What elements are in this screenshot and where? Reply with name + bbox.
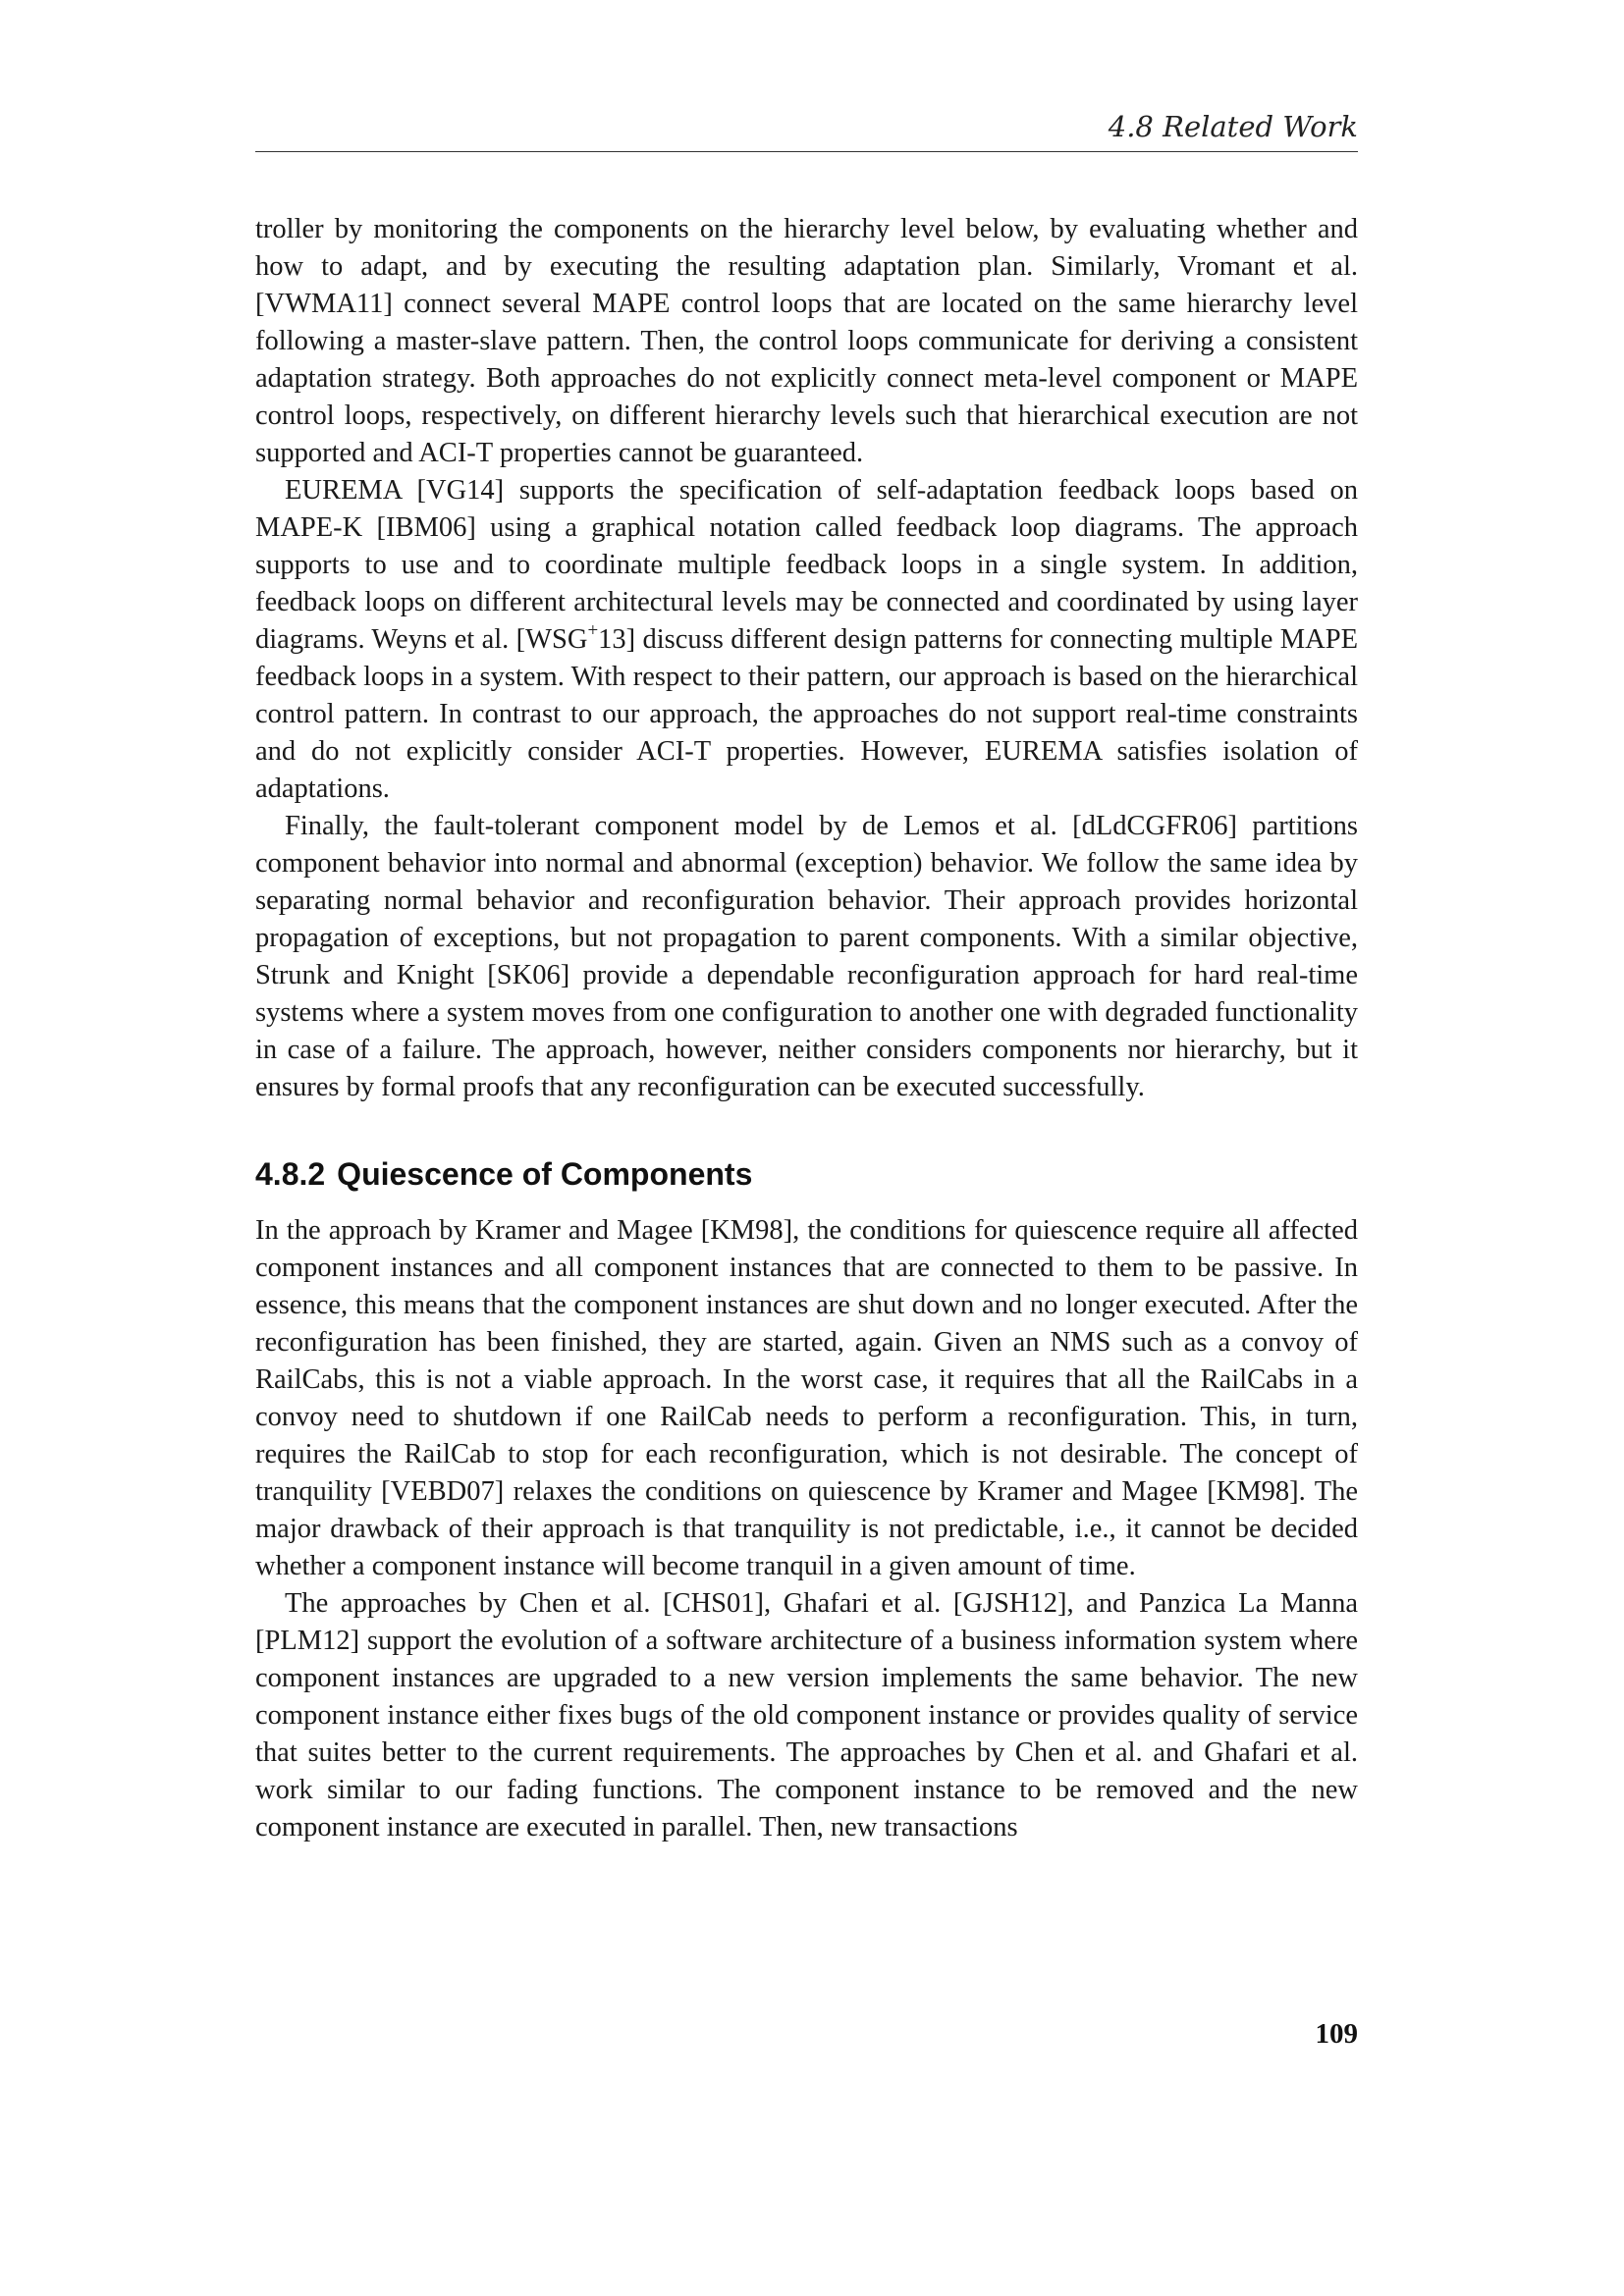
paragraph-kramer-magee: In the approach by Kramer and Magee [KM98], the conditions for quiescence require all affected component instances and all component instances that are connected to them to be passive. In essence, this means that the component instances are shut down and no longer executed. After the reconfiguration has been finished, they are started, again. Given an NMS such as a convoy of RailCabs, this is not a viable approach. In the worst case, it requires that all the RailCabs in a convoy need to shutdown if one RailCab needs to perform a reconfiguration. This, in turn, requires the RailCab to stop for each reconfiguration, which is not desirable. The concept of tranquility [VEBD07] relaxes the conditions on quiescence by Kramer and Magee [KM98]. The major drawback of their approach is that tranquility is not predictable, i.e., it cannot be decided whether a component instance will become tranquil in a given amount of time. <box>255 1215 1358 1581</box>
page-number: 109 <box>1315 2018 1358 2050</box>
running-header: 4.8 Related Work <box>1108 110 1358 143</box>
paragraph-eurema <box>255 472 1358 808</box>
paragraph-eurema-text-1: EUREMA [VG14] supports the specification of self-adaptation feedback loops based on MAPE-K [IBM06] using a graphical notation called feedback loop diagrams. The approach supports to use and to coordinate multiple feedback loops in a single system. In addition, feedback loops on different architectural levels may be connected and coordinated by using layer diagrams. Weyns et al. [WSG <box>255 475 1358 655</box>
page-body <box>255 211 1358 1846</box>
section-title: Quiescence of Components <box>337 1156 753 1192</box>
section-heading <box>255 1155 1358 1193</box>
header-rule <box>255 151 1358 152</box>
paragraph-chen-ghafari: The approaches by Chen et al. [CHS01], Ghafari et al. [GJSH12], and Panzica La Manna [PLM12] support the evolution of a software architecture of a business information system where component instances are upgraded to a new version implements the same behavior. The new component instance either fixes bugs of the old component instance or provides quality of service that suites better to the current requirements. The approaches by Chen et al. and Ghafari et al. work similar to our fading functions. The component instance to be removed and the new component instance are executed in parallel. Then, new transactions <box>255 1588 1358 1842</box>
citation-superscript: + <box>587 620 599 641</box>
section-number: 4.8.2 <box>255 1156 326 1192</box>
paragraph-eurema-text-2: 13] discuss different design patterns for connecting multiple MAPE feedback loops in a system. With respect to their pattern, our approach is based on the hierarchical control pattern. In contrast to our approach, the approaches do not support real-time constraints and do not explicitly consider ACI-T properties. However, EUREMA satisfies isolation of adaptations. <box>255 624 1358 804</box>
paragraph-fault-tolerant: Finally, the fault-tolerant component model by de Lemos et al. [dLdCGFR06] partitions component behavior into normal and abnormal (exception) behavior. We follow the same idea by separating normal behavior and reconfiguration behavior. Their approach provides horizontal propagation of exceptions, but not propagation to parent components. With a similar objective, Strunk and Knight [SK06] provide a dependable reconfiguration approach for hard real-time systems where a system moves from one configuration to another one with degraded functionality in case of a failure. The approach, however, neither considers components nor hierarchy, but it ensures by formal proofs that any reconfiguration can be executed successfully. <box>255 811 1358 1102</box>
paragraph-continuation: troller by monitoring the components on the hierarchy level below, by evaluating whether and how to adapt, and by executing the resulting adaptation plan. Similarly, Vromant et al. [VWMA11] connect several MAPE control loops that are located on the same hierarchy level following a master-slave pattern. Then, the control loops communicate for deriving a consistent adaptation strategy. Both approaches do not explicitly connect meta-level component or MAPE control loops, respectively, on different hierarchy levels such that hierarchical execution are not supported and ACI-T properties cannot be guaranteed. <box>255 214 1358 468</box>
